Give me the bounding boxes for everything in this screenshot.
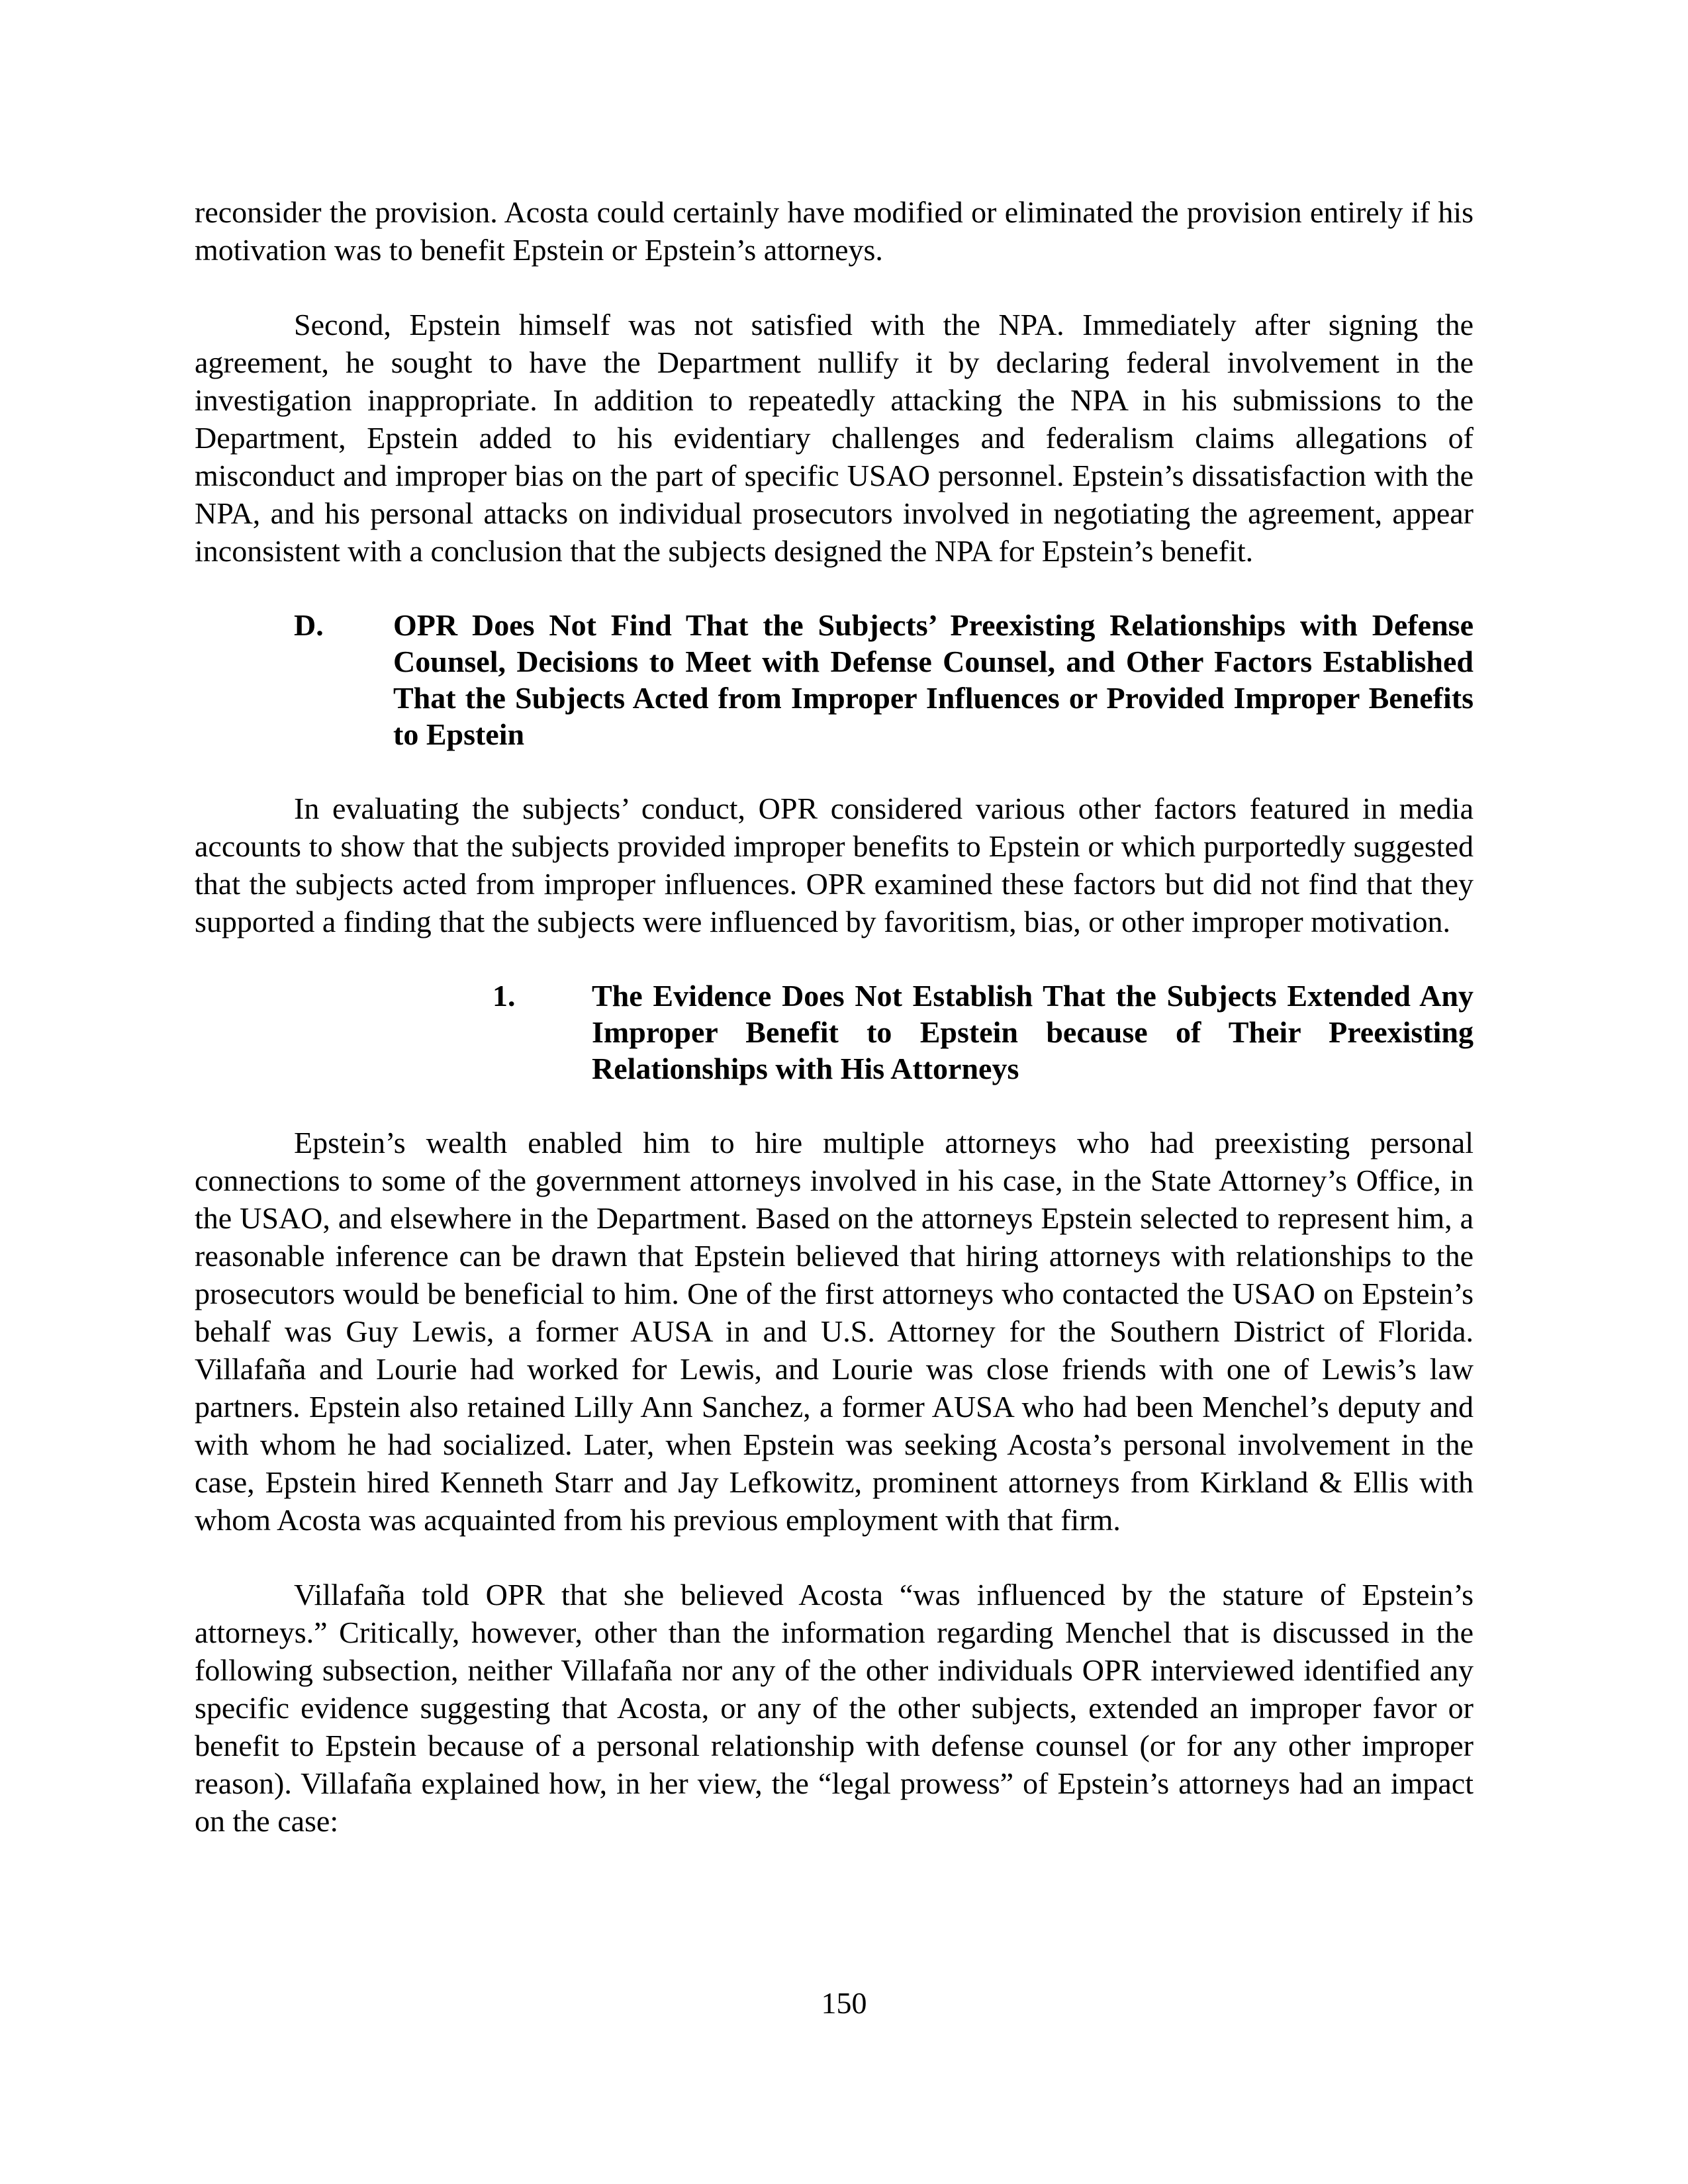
section-heading-d-label: D. — [294, 608, 324, 642]
document-page — [195, 193, 1474, 1877]
subsection-heading-1 — [195, 978, 1474, 1087]
page-number: 150 — [821, 1986, 867, 2020]
subsection-heading-1-label: 1. — [492, 979, 516, 1013]
paragraph-evaluating-conduct: In evaluating the subjects’ conduct, OPR considered various other factors featured in media accounts to show that the subjects provided improper benefits to Epstein or which purportedly suggested that the subjects acted from improper influences. OPR examined these factors but did not find that they supported a finding that the subjects were influenced by favoritism, bias, or other improper motivation. — [195, 792, 1474, 938]
paragraph-epstein-wealth: Epstein’s wealth enabled him to hire multiple attorneys who had preexisting personal connections to some of the government attorneys involved in his case, in the State Attorney’s Office, in the USAO, and elsewhere in the Department. Based on the attorneys Epstein selected to represent him, a reasonable inference can be drawn that Epstein believed that hiring attorneys with relationships to the prosecutors would be beneficial to him. One of the first attorneys who contacted the USAO on Epstein’s behalf was Guy Lewis, a former AUSA in and U.S. Attorney for the Southern District of Florida. Villafaña and Lourie had worked for Lewis, and Lourie was close friends with one of Lewis’s law partners. Epstein also retained Lilly Ann Sanchez, a former AUSA who had been Menchel’s deputy and with whom he had socialized. Later, when Epstein was seeking Acosta’s personal involvement in the case, Epstein hired Kenneth Starr and Jay Lefkowitz, prominent attorneys from Kirkland & Ellis with whom Acosta was acquainted from his previous employment with that firm. — [195, 1126, 1474, 1537]
paragraph-villafana-view: Villafaña told OPR that she believed Acosta “was influenced by the stature of Epstein’s attorneys.” Critically, however, other than the information regarding Menchel that is discussed in the following subsection, neither Villafaña nor any of the other individuals OPR interviewed identified any specific evidence suggesting that Acosta, or any of the other subjects, extended an improper favor or benefit to Epstein because of a personal relationship with defense counsel (or for any other improper reason). Villafaña explained how, in her view, the “legal prowess” of Epstein’s attorneys had an impact on the case: — [195, 1578, 1474, 1838]
paragraph-continuation: reconsider the provision. Acosta could certainly have modified or eliminated the provision entirely if his motivation was to benefit Epstein or Epstein’s attorneys. — [195, 195, 1474, 267]
section-heading-d-text: OPR Does Not Find That the Subjects’ Preexisting Relationships with Defense Counsel, Decisions to Meet with Defense Counsel, and Other Factors Established That the Subjects Acted from Improper Influences or Provided Improper Benefits to Epstein — [393, 608, 1474, 751]
paragraph-epstein-not-satisfied: Second, Epstein himself was not satisfied with the NPA. Immediately after signing the agreement, he sought to have the Department nullify it by declaring federal involvement in the investigation inappropriate. In addition to repeatedly attacking the NPA in his submissions to the Department, Epstein added to his evidentiary challenges and federalism claims allegations of misconduct and improper bias on the part of specific USAO personnel. Epstein’s dissatisfaction with the NPA, and his personal attacks on individual prosecutors involved in negotiating the agreement, appear inconsistent with a conclusion that the subjects designed the NPA for Epstein’s benefit. — [195, 308, 1474, 568]
section-heading-d — [195, 607, 1474, 752]
subsection-heading-1-text: The Evidence Does Not Establish That the Subjects Extended Any Improper Benefit to Epstein because of Their Preexisting Relationships with His Attorneys — [592, 979, 1474, 1085]
